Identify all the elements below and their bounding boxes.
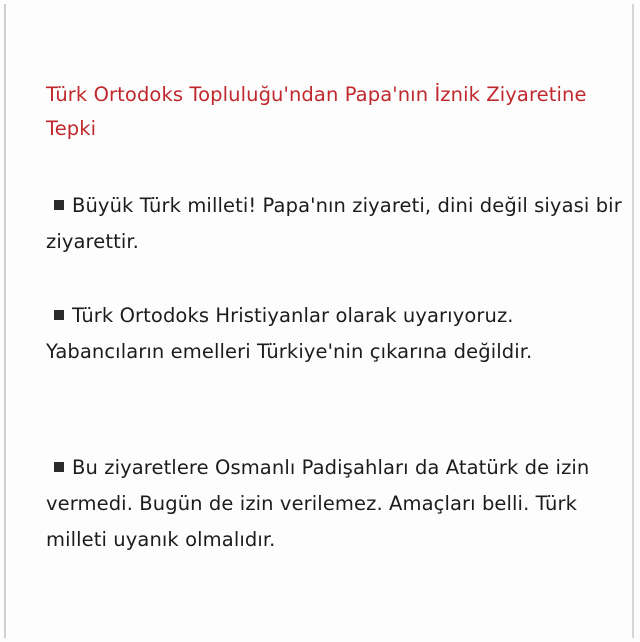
square-bullet-icon	[54, 462, 64, 472]
paragraph-2-text: Türk Ortodoks Hristiyanlar olarak uyarıyoruz. Yabancıların emelleri Türkiye'nin çıkarına değildir.	[46, 304, 533, 363]
paragraph-1-text: Büyük Türk milleti! Papa'nın ziyareti, dini değil siyasi bir ziyarettir.	[46, 194, 622, 253]
paragraph-2	[46, 298, 626, 370]
square-bullet-icon	[54, 200, 64, 210]
square-bullet-icon	[54, 310, 64, 320]
document-card	[4, 4, 634, 638]
paragraph-1	[46, 188, 626, 260]
paragraph-3-text: Bu ziyaretlere Osmanlı Padişahları da Atatürk de izin vermedi. Bugün de izin verilemez. Amaçları belli. Türk milleti uyanık olmalıdır.	[46, 456, 590, 551]
paragraph-3	[46, 450, 626, 558]
document-title: Türk Ortodoks Topluluğu'ndan Papa'nın İznik Ziyaretine Tepki	[46, 83, 587, 140]
